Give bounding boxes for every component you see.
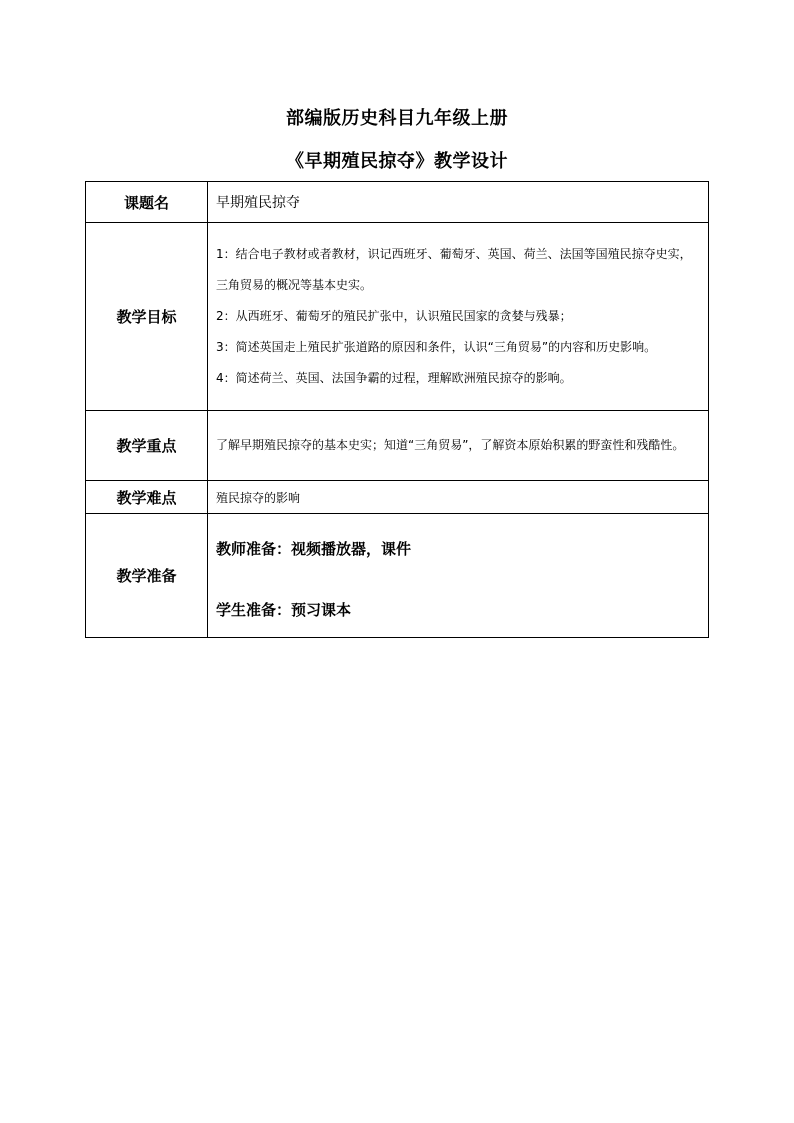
table-row-preparation xyxy=(86,514,709,638)
table-row-topic xyxy=(86,182,709,223)
preparation-content xyxy=(208,514,709,638)
goals-content xyxy=(208,223,709,411)
student-preparation: 学生准备：预习课本 xyxy=(216,600,352,619)
topic-label: 课题名 xyxy=(86,182,208,223)
difficulties-label: 教学难点 xyxy=(86,481,208,514)
goal-item: 3：简述英国走上殖民扩张道路的原因和条件，认识“三角贸易”的内容和历史影响。 xyxy=(216,340,657,354)
goal-item: 4：简述荷兰、英国、法国争霸的过程，理解欧洲殖民掠夺的影响。 xyxy=(216,371,572,385)
topic-value: 早期殖民掠夺 xyxy=(208,182,709,223)
goal-item: 1：结合电子教材或者教材，识记西班牙、葡萄牙、英国、荷兰、法国等国殖民掠夺史实，三角贸易的概况等基本史实。 xyxy=(216,247,692,292)
document-title: 部编版历史科目九年级上册 xyxy=(286,108,508,129)
difficulties-value: 殖民掠夺的影响 xyxy=(208,481,709,514)
lesson-plan-table xyxy=(85,181,709,638)
table-row-difficulties xyxy=(86,481,709,514)
goals-label: 教学目标 xyxy=(86,223,208,411)
teacher-preparation: 教师准备：视频播放器，课件 xyxy=(216,539,412,558)
document-subtitle: 《早期殖民掠夺》教学设计 xyxy=(286,151,508,172)
key-points-label: 教学重点 xyxy=(86,411,208,481)
key-points-value: 了解早期殖民掠夺的基本史实；知道“三角贸易”，了解资本原始积累的野蛮性和残酷性。 xyxy=(208,411,709,481)
preparation-label: 教学准备 xyxy=(86,514,208,638)
table-row-key-points xyxy=(86,411,709,481)
goal-item: 2：从西班牙、葡萄牙的殖民扩张中，认识殖民国家的贪婪与残暴； xyxy=(216,309,572,323)
table-row-goals xyxy=(86,223,709,411)
